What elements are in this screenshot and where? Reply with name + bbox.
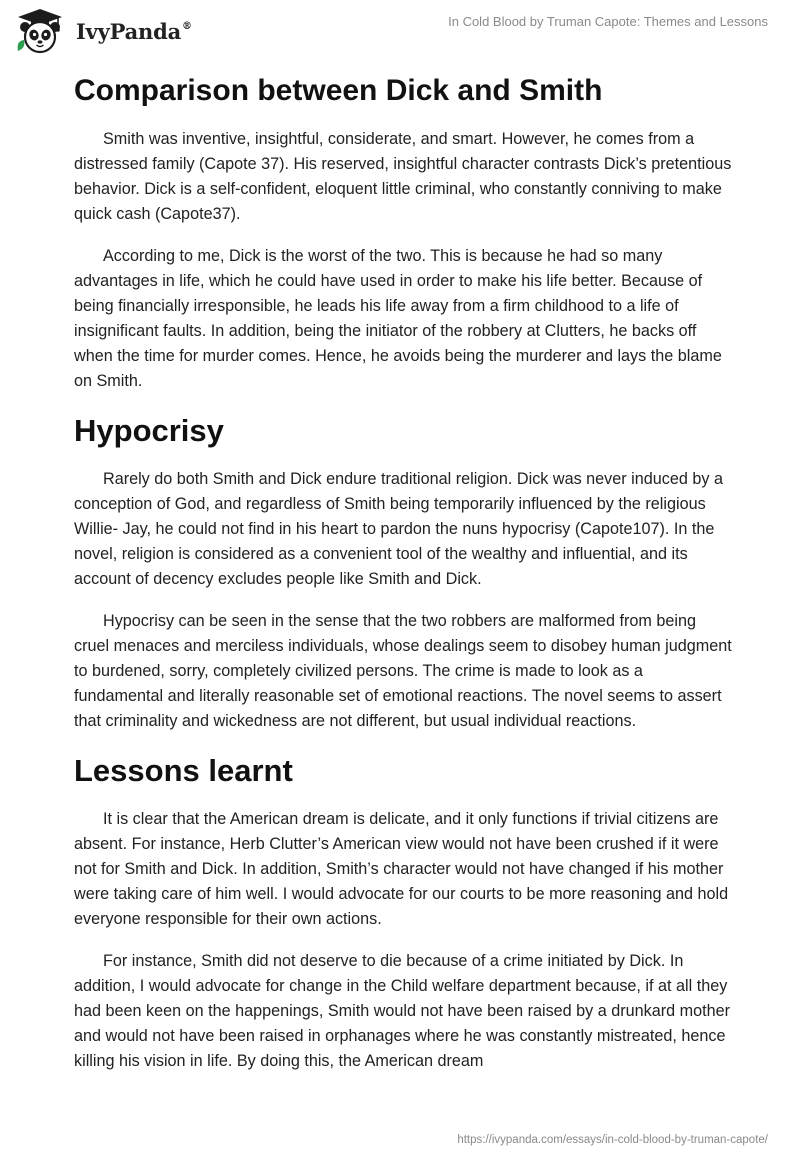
paragraph: Smith was inventive, insightful, considerate, and smart. However, he comes from a distressed family (Capote 37). His reserved, insightful character contrasts Dick’s pretentious behavior. Dick is a self-confident, eloquent little criminal, who constantly conniving to make quick cash (Capote37). [74, 130, 732, 223]
brand-name[interactable] [76, 19, 192, 44]
paragraph: For instance, Smith did not deserve to die because of a crime initiated by Dick. In addition, I would advocate for change in the Child welfare department because, if at all they had been keen on the happenings, Smith would not have been raised by a drunkard mother and would not have been raised in orphanages where he was constantly mistreated, hence killing his vision in life. By doing this, the American dream [74, 952, 731, 1070]
panda-graduate-logo-icon[interactable] [14, 7, 66, 55]
section-heading: Comparison between Dick and Smith [74, 74, 603, 107]
paragraph: Hypocrisy can be seen in the sense that the two robbers are malformed from being cruel menaces and merciless individuals, whose dealings seem to disobey human judgment to burdened, sorry, completely civilized persons. The crime is made to look as a fundamental and literally reasonable set of emotional reactions. The novel seems to assert that criminality and wickedness are not different, but usual individual reactions. [74, 612, 732, 730]
registered-mark: ® [182, 21, 192, 32]
page-header [0, 0, 800, 60]
section-hypocrisy [74, 406, 734, 746]
essay-content [74, 66, 734, 1074]
source-url-link[interactable]: https://ivypanda.com/essays/in-cold-blood-by-truman-capote/ [457, 1134, 768, 1146]
section-comparison [74, 66, 734, 406]
section-heading: Lessons learnt [74, 753, 293, 788]
paragraph: According to me, Dick is the worst of the two. This is because he had so many advantages in life, which he could have used in order to make his life better. Because of being financially irresponsible, he leads his life away from a firm childhood to a life of insignificant faults. In addition, being the initiator of the robbery at Clutters, he backs off when the time for murder comes. Hence, he avoids being the murderer and lays the blame on Smith. [74, 247, 722, 390]
paragraph: Rarely do both Smith and Dick endure traditional religion. Dick was never induced by a conception of God, and regardless of Smith being temporarily influenced by the religious Willie- Jay, he could not find in his heart to pardon the nuns hypocrisy (Capote107). In the novel, religion is considered as a convenient tool of the wealthy and influential, and its account of decency excludes people like Smith and Dick. [74, 470, 723, 588]
paragraph: It is clear that the American dream is delicate, and it only functions if trivial citizens are absent. For instance, Herb Clutter’s American view would not have been crushed if it were not for Smith and Dick. In addition, Smith’s character would not have changed if his mother were taking care of him well. I would advocate for our courts to be more reasoning and hold everyone responsible for their own actions. [74, 810, 729, 928]
section-heading: Hypocrisy [74, 413, 224, 448]
document-title: In Cold Blood by Truman Capote: Themes and Lessons [448, 14, 768, 29]
section-lessons-learnt [74, 746, 734, 1074]
brand-name-text[interactable]: IvyPanda [76, 19, 182, 44]
